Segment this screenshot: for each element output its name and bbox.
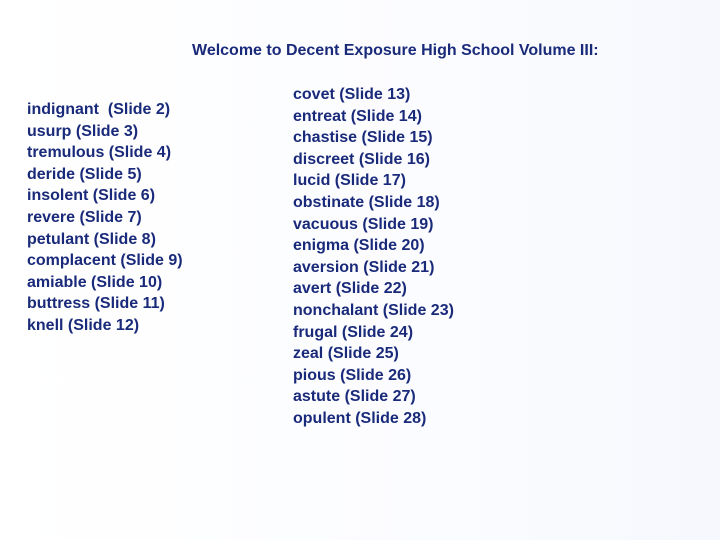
vocabulary-item: usurp (Slide 3) [27, 122, 139, 140]
vocabulary-item: deride (Slide 5) [27, 165, 142, 183]
vocabulary-item: complacent (Slide 9) [27, 252, 183, 270]
vocabulary-item: vacuous (Slide 19) [293, 215, 434, 233]
vocabulary-item: nonchalant (Slide 23) [293, 301, 454, 319]
vocabulary-item: astute (Slide 27) [293, 388, 416, 406]
vocabulary-list-left [27, 99, 183, 337]
slide-title: Welcome to Decent Exposure High School Volume III: [192, 42, 599, 59]
vocabulary-item: revere (Slide 7) [27, 208, 142, 226]
vocabulary-item: zeal (Slide 25) [293, 345, 399, 363]
vocabulary-item: enigma (Slide 20) [293, 237, 425, 255]
vocabulary-item: opulent (Slide 28) [293, 409, 427, 427]
vocabulary-item: frugal (Slide 24) [293, 323, 414, 341]
vocabulary-item: amiable (Slide 10) [27, 273, 163, 291]
vocabulary-list-right [293, 84, 454, 430]
vocabulary-item: tremulous (Slide 4) [27, 144, 172, 162]
vocabulary-item: entreat (Slide 14) [293, 107, 422, 125]
vocabulary-item: aversion (Slide 21) [293, 258, 435, 276]
vocabulary-item: lucid (Slide 17) [293, 172, 406, 190]
vocabulary-item: indignant (Slide 2) [27, 101, 171, 118]
vocabulary-item: knell (Slide 12) [27, 316, 140, 334]
vocabulary-item: discreet (Slide 16) [293, 150, 430, 168]
vocabulary-item: obstinate (Slide 18) [293, 193, 440, 211]
vocabulary-item: pious (Slide 26) [293, 366, 412, 384]
vocabulary-item: buttress (Slide 11) [27, 295, 165, 313]
vocabulary-item: insolent (Slide 6) [27, 187, 156, 205]
vocabulary-item: chastise (Slide 15) [293, 129, 433, 147]
vocabulary-item: avert (Slide 22) [293, 280, 407, 298]
vocabulary-item: petulant (Slide 8) [27, 230, 156, 248]
vocabulary-item: covet (Slide 13) [293, 86, 411, 103]
